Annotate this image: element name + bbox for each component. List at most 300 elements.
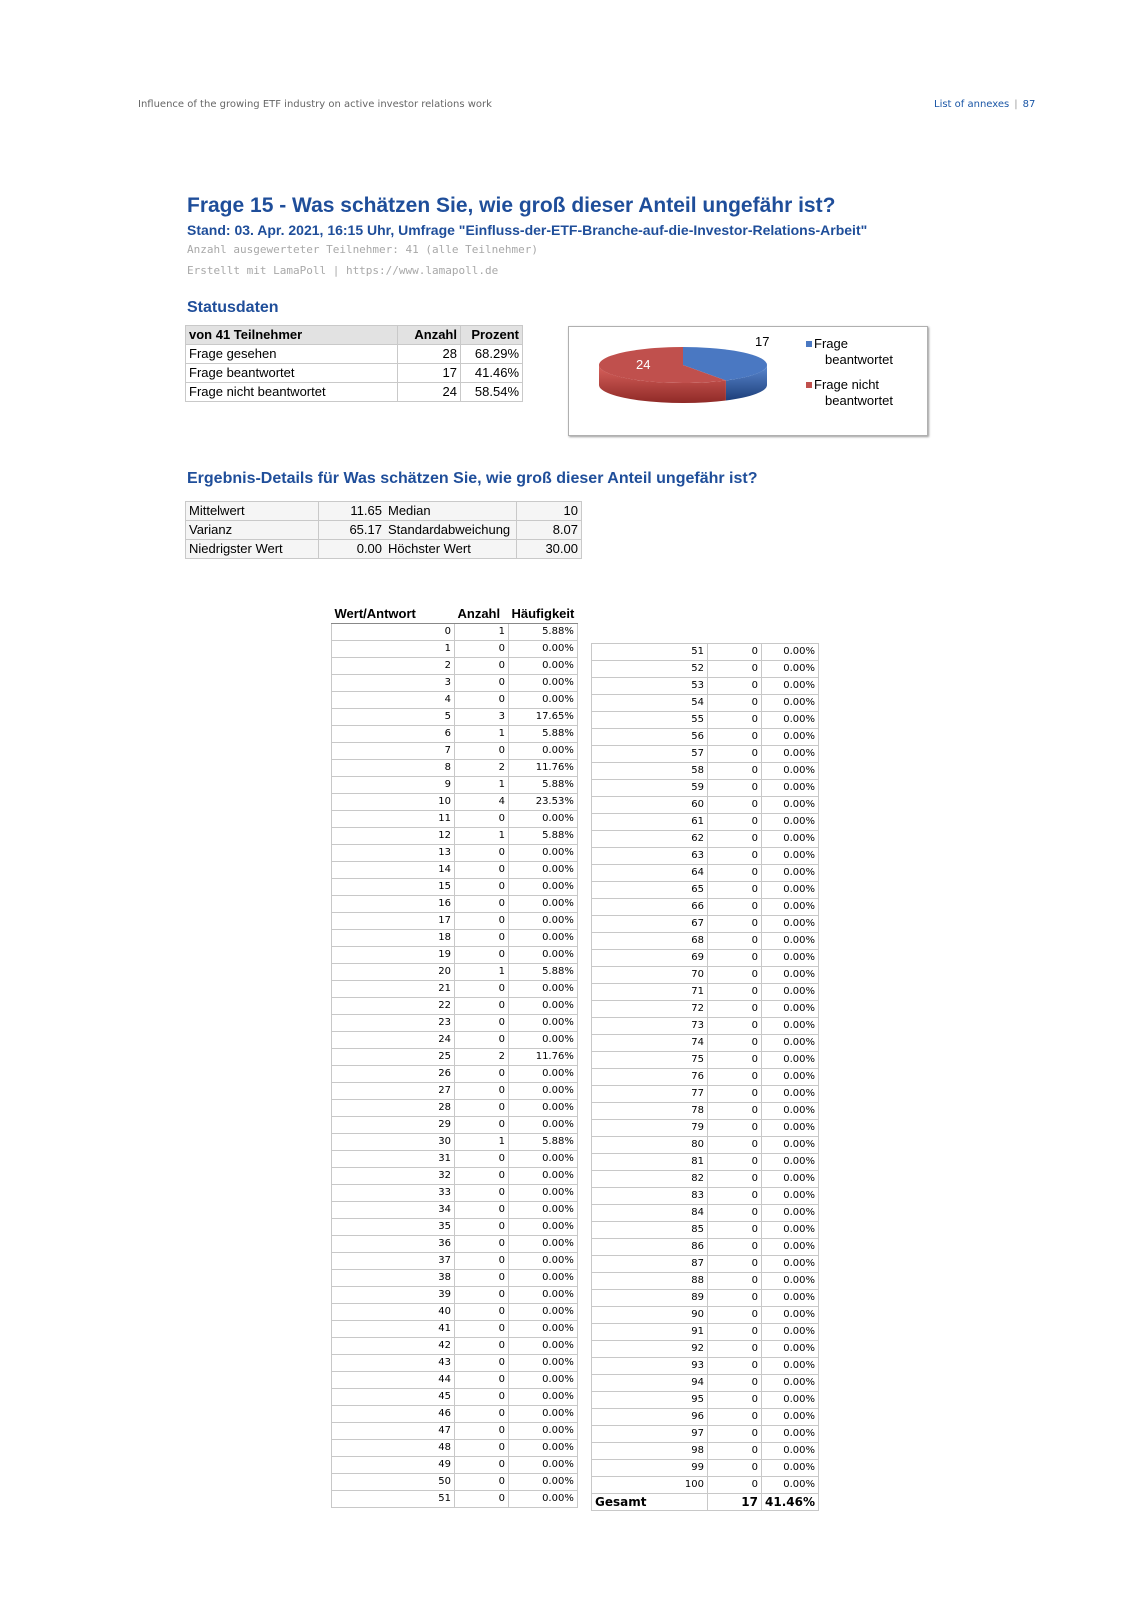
freq-value: 13 [332,845,455,862]
freq-value: 52 [592,661,708,678]
slice-label-not-answered: 24 [636,357,651,372]
status-row [186,383,523,402]
freq-percent: 0.00% [762,933,819,950]
freq-percent: 0.00% [762,1477,819,1494]
freq-value: 0 [332,624,455,641]
freq-count: 0 [455,675,509,692]
freq-count: 0 [455,743,509,760]
freq-value: 81 [592,1154,708,1171]
freq-percent: 0.00% [509,1457,578,1474]
frequency-row [592,661,819,678]
frequency-row [332,913,578,930]
status-table [185,325,523,402]
frequency-row [332,1491,578,1508]
freq-value: 51 [332,1491,455,1508]
stat-value: 10 [517,502,582,521]
freq-value: 89 [592,1290,708,1307]
question-title: Frage 15 - Was schätzen Sie, wie groß dieser Anteil ungefähr ist? [187,194,836,217]
freq-percent: 0.00% [509,1474,578,1491]
freq-count: 0 [708,1018,762,1035]
frequency-header-row [332,604,578,624]
freq-percent: 0.00% [509,896,578,913]
freq-percent: 0.00% [762,1018,819,1035]
frequency-row [332,845,578,862]
freq-value: 40 [332,1304,455,1321]
freq-percent: 0.00% [762,695,819,712]
freq-percent: 0.00% [509,692,578,709]
freq-count: 0 [708,763,762,780]
freq-percent: 0.00% [762,899,819,916]
freq-value: 4 [332,692,455,709]
freq-count: 0 [708,831,762,848]
freq-count: 0 [455,1491,509,1508]
frequency-row [592,1358,819,1375]
frequency-row [332,811,578,828]
frequency-row [332,1117,578,1134]
frequency-row [592,1443,819,1460]
status-count: 17 [398,364,461,383]
freq-value: 85 [592,1222,708,1239]
frequency-row [592,729,819,746]
running-header-title: Influence of the growing ETF industry on active investor relations work [138,99,492,110]
freq-value: 37 [332,1253,455,1270]
freq-percent: 0.00% [762,1307,819,1324]
freq-count: 0 [708,661,762,678]
freq-value: 10 [332,794,455,811]
freq-value: 8 [332,760,455,777]
freq-count: 0 [455,811,509,828]
freq-percent: 0.00% [762,763,819,780]
frequency-row [592,984,819,1001]
freq-value: 50 [332,1474,455,1491]
frequency-row [592,1256,819,1273]
frequency-row [332,743,578,760]
freq-count: 0 [708,1069,762,1086]
freq-count: 0 [455,845,509,862]
freq-percent: 17.65% [509,709,578,726]
freq-value: 23 [332,1015,455,1032]
freq-value: 77 [592,1086,708,1103]
freq-percent: 0.00% [762,1171,819,1188]
freq-value: 82 [592,1171,708,1188]
frequency-row [332,828,578,845]
freq-percent: 0.00% [509,981,578,998]
freq-percent: 5.88% [509,777,578,794]
frequency-row [332,879,578,896]
header-divider: | [1014,99,1018,110]
freq-percent: 0.00% [509,845,578,862]
details-heading: Ergebnis-Details für Was schätzen Sie, wie groß dieser Anteil ungefähr ist? [187,470,758,487]
frequency-row [592,1239,819,1256]
freq-value: 14 [332,862,455,879]
freq-count: 0 [708,1188,762,1205]
frequency-row [332,1287,578,1304]
freq-value: 78 [592,1103,708,1120]
freq-count: 0 [455,1406,509,1423]
freq-value: 76 [592,1069,708,1086]
frequency-row [592,1460,819,1477]
freq-count: 0 [708,1324,762,1341]
running-header-section [934,99,1035,110]
freq-count: 0 [708,814,762,831]
frequency-row [332,981,578,998]
frequency-row [332,1168,578,1185]
freq-col-count: Anzahl [455,604,509,624]
freq-count: 0 [708,780,762,797]
frequency-row [592,967,819,984]
freq-count: 0 [708,984,762,1001]
frequency-row [592,1171,819,1188]
frequency-row [332,1406,578,1423]
frequency-row [592,1426,819,1443]
status-percent: 41.46% [461,364,523,383]
freq-percent: 0.00% [762,1001,819,1018]
stat-label: Niedrigster Wert [186,540,319,559]
freq-count: 1 [455,1134,509,1151]
frequency-row [332,1236,578,1253]
freq-percent: 0.00% [509,675,578,692]
frequency-row [592,1205,819,1222]
freq-percent: 0.00% [762,1460,819,1477]
frequency-row [332,998,578,1015]
freq-percent: 11.76% [509,760,578,777]
freq-count: 0 [708,1307,762,1324]
frequency-row [592,1069,819,1086]
freq-value: 56 [592,729,708,746]
freq-count: 1 [455,964,509,981]
frequency-row [592,882,819,899]
participants-note: Anzahl ausgewerteter Teilnehmer: 41 (alle Teilnehmer) [187,243,538,256]
freq-value: 74 [592,1035,708,1052]
freq-count: 0 [455,1066,509,1083]
freq-percent: 0.00% [509,913,578,930]
freq-value: 58 [592,763,708,780]
freq-percent: 0.00% [509,1219,578,1236]
freq-value: 17 [332,913,455,930]
freq-percent: 0.00% [762,1222,819,1239]
freq-count: 0 [455,1355,509,1372]
freq-percent: 0.00% [762,1290,819,1307]
frequency-row [332,1457,578,1474]
frequency-row [332,1372,578,1389]
frequency-row [332,709,578,726]
frequency-row [592,695,819,712]
freq-percent: 23.53% [509,794,578,811]
freq-value: 6 [332,726,455,743]
freq-percent: 0.00% [762,1103,819,1120]
freq-value: 12 [332,828,455,845]
freq-count: 0 [708,1205,762,1222]
freq-value: 55 [592,712,708,729]
freq-value: 32 [332,1168,455,1185]
freq-count: 0 [455,981,509,998]
frequency-row [592,1001,819,1018]
legend-answered: Frage beantwortet [814,336,893,367]
freq-percent: 0.00% [762,1086,819,1103]
freq-percent: 0.00% [509,1253,578,1270]
freq-percent: 0.00% [762,916,819,933]
status-col-label: von 41 Teilnehmer [186,326,398,345]
freq-value: 27 [332,1083,455,1100]
frequency-row [332,1321,578,1338]
freq-count: 0 [708,797,762,814]
freq-percent: 0.00% [509,862,578,879]
freq-percent: 0.00% [762,797,819,814]
freq-value: 35 [332,1219,455,1236]
status-col-percent: Prozent [461,326,523,345]
frequency-row [332,947,578,964]
frequency-row [332,641,578,658]
freq-percent: 0.00% [762,678,819,695]
freq-value: 21 [332,981,455,998]
frequency-row [332,1083,578,1100]
freq-count: 0 [455,896,509,913]
freq-count: 0 [708,1358,762,1375]
status-percent: 58.54% [461,383,523,402]
freq-value: 18 [332,930,455,947]
frequency-row [592,1222,819,1239]
freq-count: 0 [455,1168,509,1185]
freq-percent: 0.00% [762,1256,819,1273]
freq-value: 87 [592,1256,708,1273]
frequency-row [332,1474,578,1491]
freq-value: 91 [592,1324,708,1341]
freq-value: 68 [592,933,708,950]
stat-value: 8.07 [517,521,582,540]
freq-value: 88 [592,1273,708,1290]
freq-percent: 0.00% [509,1100,578,1117]
freq-percent: 0.00% [762,967,819,984]
frequency-row [332,930,578,947]
freq-count: 0 [455,1304,509,1321]
freq-count: 0 [455,1185,509,1202]
frequency-row [332,1185,578,1202]
freq-count: 0 [455,930,509,947]
frequency-row [592,1035,819,1052]
frequency-row [332,1253,578,1270]
freq-value: 65 [592,882,708,899]
freq-percent: 5.88% [509,828,578,845]
freq-count: 1 [455,624,509,641]
freq-count: 0 [455,1321,509,1338]
freq-value: 53 [592,678,708,695]
freq-count: 3 [455,709,509,726]
frequency-row [592,1120,819,1137]
freq-count: 1 [455,726,509,743]
freq-value: 99 [592,1460,708,1477]
frequency-row [332,692,578,709]
frequency-row [332,675,578,692]
freq-value: 90 [592,1307,708,1324]
frequency-row [332,1066,578,1083]
freq-count: 1 [455,828,509,845]
stat-label: Höchster Wert [385,540,517,559]
page-number: 87 [1022,99,1036,110]
freq-value: 54 [592,695,708,712]
freq-percent: 0.00% [762,1052,819,1069]
freq-percent: 0.00% [509,1185,578,1202]
freq-count: 0 [455,1117,509,1134]
freq-percent: 0.00% [762,1188,819,1205]
freq-count: 0 [455,1015,509,1032]
freq-percent: 0.00% [509,1236,578,1253]
freq-value: 5 [332,709,455,726]
freq-percent: 5.88% [509,726,578,743]
freq-value: 44 [332,1372,455,1389]
stat-value: 65.17 [319,521,386,540]
freq-value: 94 [592,1375,708,1392]
frequency-row [332,1355,578,1372]
freq-percent: 0.00% [509,1287,578,1304]
status-row [186,364,523,383]
freq-count: 0 [455,913,509,930]
freq-percent: 0.00% [509,1270,578,1287]
freq-count: 0 [708,1035,762,1052]
freq-count: 0 [708,1273,762,1290]
freq-count: 0 [455,1287,509,1304]
frequency-row [592,1154,819,1171]
frequency-row [592,797,819,814]
frequency-row [592,899,819,916]
freq-percent: 0.00% [509,641,578,658]
frequency-row [332,862,578,879]
freq-percent: 0.00% [762,1205,819,1222]
freq-value: 80 [592,1137,708,1154]
frequency-row [332,1032,578,1049]
frequency-row [592,1307,819,1324]
freq-percent: 0.00% [509,998,578,1015]
freq-col-value: Wert/Antwort [332,604,455,624]
frequency-row [332,1270,578,1287]
freq-count: 0 [708,1001,762,1018]
stat-label: Mittelwert [186,502,319,521]
freq-percent: 0.00% [762,1120,819,1137]
freq-percent: 0.00% [509,1423,578,1440]
stat-value: 11.65 [319,502,386,521]
freq-count: 0 [455,1457,509,1474]
freq-value: 33 [332,1185,455,1202]
freq-value: 34 [332,1202,455,1219]
frequency-row [332,794,578,811]
freq-count: 2 [455,760,509,777]
status-header-row [186,326,523,345]
frequency-row [592,848,819,865]
freq-value: 59 [592,780,708,797]
frequency-row [332,1100,578,1117]
frequency-row [592,746,819,763]
freq-count: 0 [708,1154,762,1171]
freq-percent: 0.00% [762,780,819,797]
freq-value: 41 [332,1321,455,1338]
freq-count: 0 [708,712,762,729]
freq-percent: 0.00% [762,1324,819,1341]
freq-value: 20 [332,964,455,981]
freq-value: 86 [592,1239,708,1256]
freq-col-percent: Häufigkeit [509,604,578,624]
freq-value: 72 [592,1001,708,1018]
freq-percent: 0.00% [762,1137,819,1154]
freq-count: 0 [708,678,762,695]
freq-percent: 0.00% [762,984,819,1001]
freq-count: 0 [708,1426,762,1443]
freq-value: 95 [592,1392,708,1409]
freq-count: 0 [708,1171,762,1188]
details-row [186,502,582,521]
frequency-row [332,1219,578,1236]
frequency-row [592,1086,819,1103]
frequency-row [592,950,819,967]
freq-count: 0 [455,1338,509,1355]
freq-percent: 5.88% [509,1134,578,1151]
freq-count: 0 [455,1389,509,1406]
freq-value: 25 [332,1049,455,1066]
freq-percent: 0.00% [509,1066,578,1083]
freq-percent: 0.00% [762,1341,819,1358]
frequency-row [332,658,578,675]
freq-percent: 0.00% [762,644,819,661]
freq-count: 0 [455,1474,509,1491]
frequency-row [332,1389,578,1406]
freq-percent: 0.00% [762,1035,819,1052]
freq-value: 66 [592,899,708,916]
freq-percent: 0.00% [762,746,819,763]
freq-percent: 0.00% [509,1440,578,1457]
freq-count: 0 [708,967,762,984]
frequency-row [592,1188,819,1205]
freq-value: 2 [332,658,455,675]
freq-percent: 0.00% [509,1083,578,1100]
freq-percent: 0.00% [762,1239,819,1256]
freq-value: 43 [332,1355,455,1372]
freq-count: 0 [708,916,762,933]
freq-count: 0 [455,1253,509,1270]
status-pie-chart [568,326,928,436]
stat-label: Standardabweichung [385,521,517,540]
freq-count: 0 [708,1137,762,1154]
freq-value: 75 [592,1052,708,1069]
frequency-row [332,777,578,794]
freq-percent: 0.00% [762,712,819,729]
frequency-row [592,1052,819,1069]
status-heading: Statusdaten [187,299,279,316]
question-subtitle: Stand: 03. Apr. 2021, 16:15 Uhr, Umfrage "Einfluss-der-ETF-Branche-auf-die-Investor-Relations-Arbeit" [187,222,868,238]
freq-percent: 11.76% [509,1049,578,1066]
freq-count: 0 [708,933,762,950]
frequency-row [332,896,578,913]
freq-percent: 0.00% [762,831,819,848]
freq-count: 0 [455,692,509,709]
freq-value: 98 [592,1443,708,1460]
freq-count: 0 [455,1423,509,1440]
freq-value: 11 [332,811,455,828]
freq-value: 30 [332,1134,455,1151]
freq-count: 0 [455,998,509,1015]
freq-count: 0 [708,950,762,967]
freq-percent: 0.00% [509,1406,578,1423]
freq-count: 0 [708,1086,762,1103]
freq-count: 0 [708,1375,762,1392]
frequency-table-left [331,604,578,1508]
frequency-row [592,678,819,695]
freq-percent: 0.00% [509,1168,578,1185]
frequency-row [592,916,819,933]
frequency-row [332,726,578,743]
status-percent: 68.29% [461,345,523,364]
freq-value: 48 [332,1440,455,1457]
total-count: 17 [708,1494,762,1511]
freq-count: 0 [455,1100,509,1117]
freq-count: 0 [708,1443,762,1460]
